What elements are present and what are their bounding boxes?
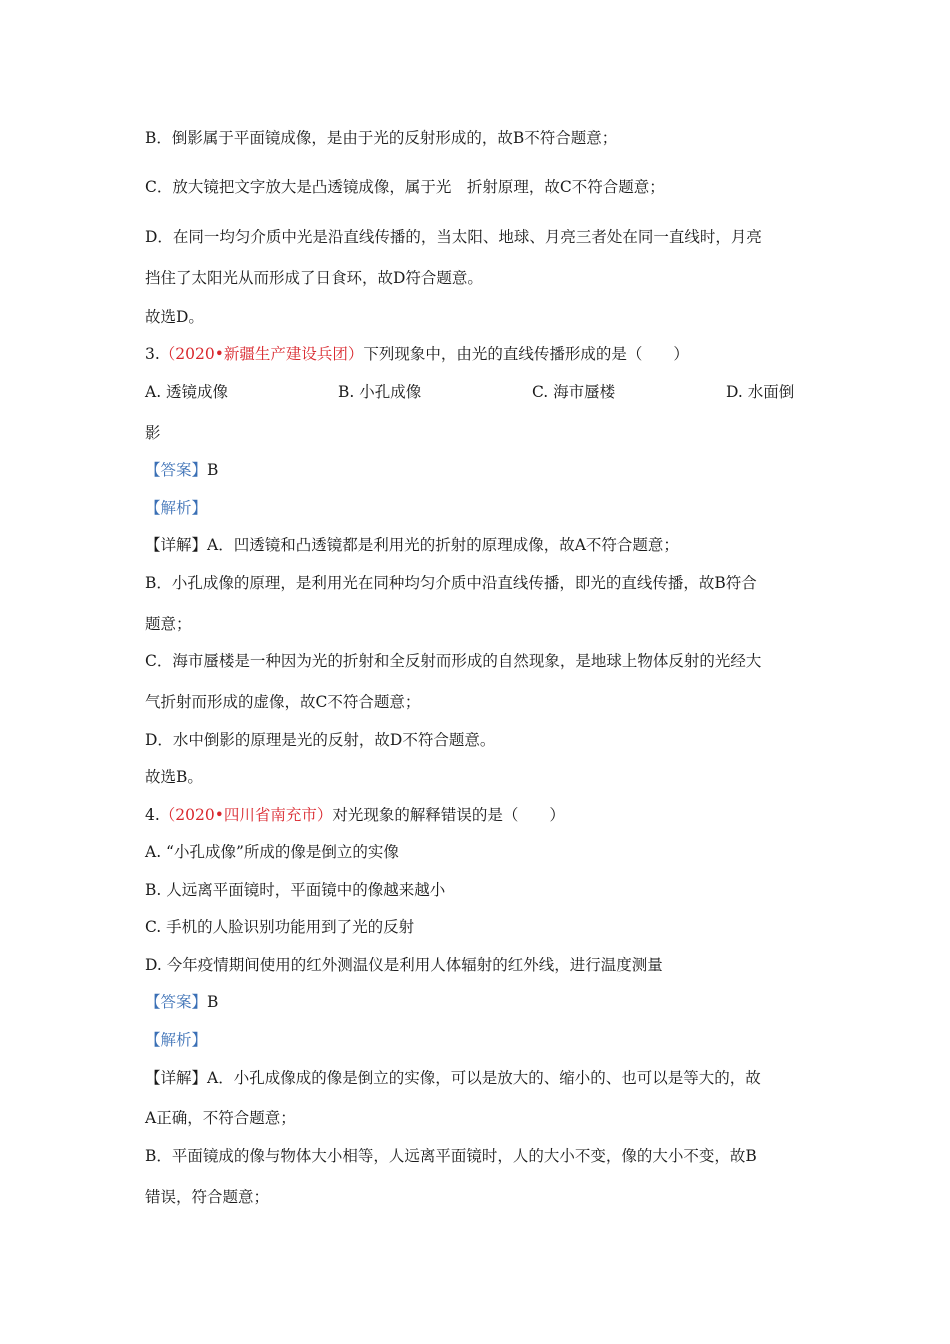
q2-final-choice: 故选D。 <box>145 308 204 326</box>
q2-option-c-analysis: C．放大镜把文字放大是凸透镜成像，属于光 折射原理，故C不符合题意； <box>145 178 665 196</box>
q2-option-d-analysis-line2: 挡住了太阳光从而形成了日食环，故D符合题意。 <box>145 269 483 287</box>
q4-answer-value: B <box>207 993 219 1011</box>
q4-option-c: C. 手机的人脸识别功能用到了光的反射 <box>145 918 415 936</box>
q4-source: （2020•四川省南充市） <box>159 806 333 824</box>
q3-detail-d: D．水中倒影的原理是光的反射，故D不符合题意。 <box>145 731 496 749</box>
q4-stem <box>145 805 565 825</box>
q4-detail-a-line2: A正确，不符合题意； <box>145 1109 296 1127</box>
q3-detail-c-line1: C．海市蜃楼是一种因为光的折射和全反射而形成的自然现象，是地球上物体反射的光经大 <box>145 652 762 670</box>
q3-detail-c-line2: 气折射而形成的虚像，故C不符合题意； <box>145 693 421 711</box>
q3-number: 3. <box>145 345 160 363</box>
q4-detail-b-line2: 错误，符合题意； <box>145 1188 270 1206</box>
q3-answer-value: B <box>207 461 219 479</box>
q3-answer-tag: 【答案】 <box>145 461 208 479</box>
q4-analysis-tag: 【解析】 <box>145 1031 208 1049</box>
q4-detail-b-line1: B．平面镜成的像与物体大小相等，人远离平面镜时，人的大小不变，像的大小不变，故B <box>145 1147 757 1165</box>
q3-detail-tag: 【详解】 <box>145 536 208 554</box>
q4-answer-tag: 【答案】 <box>145 993 208 1011</box>
q3-option-d: D. 水面倒 <box>726 383 795 401</box>
q3-option-a: A. 透镜成像 <box>145 383 229 401</box>
q4-question: 对光现象的解释错误的是（ ） <box>332 806 565 824</box>
q4-option-d: D. 今年疫情期间使用的红外测温仪是利用人体辐射的红外线，进行温度测量 <box>145 956 663 974</box>
q4-detail-a-line1: 【详解】A．小孔成像成的像是倒立的实像，可以是放大的、缩小的、也可以是等大的，故 <box>145 1069 761 1087</box>
q3-analysis-tag: 【解析】 <box>145 499 208 517</box>
q3-option-b: B. 小孔成像 <box>338 383 422 401</box>
q3-option-d-wrap: 影 <box>145 424 161 442</box>
q3-detail-b-line2: 题意； <box>145 615 192 633</box>
q3-source: （2020•新疆生产建设兵团） <box>159 345 364 363</box>
q3-question: 下列现象中，由光的直线传播形成的是（ ） <box>363 345 689 363</box>
q3-final-choice: 故选B。 <box>145 768 203 786</box>
q3-answer <box>145 460 218 480</box>
q3-detail-a: 【详解】A．凹透镜和凸透镜都是利用光的折射的原理成像，故A不符合题意； <box>145 536 679 554</box>
q4-option-b: B. 人远离平面镜时，平面镜中的像越来越小 <box>145 881 446 899</box>
q3-option-c: C. 海市蜃楼 <box>532 383 616 401</box>
q2-option-b-analysis: B．倒影属于平面镜成像，是由于光的反射形成的，故B不符合题意； <box>145 129 618 147</box>
q4-option-a: A. “小孔成像”所成的像是倒立的实像 <box>145 843 399 861</box>
q3-stem <box>145 344 689 364</box>
q4-number: 4. <box>145 806 160 824</box>
q4-detail-tag: 【详解】 <box>145 1069 208 1087</box>
q2-option-d-analysis-line1: D．在同一均匀介质中光是沿直线传播的，当太阳、地球、月亮三者处在同一直线时，月亮 <box>145 228 762 246</box>
q3-detail-b-line1: B．小孔成像的原理，是利用光在同种均匀介质中沿直线传播，即光的直线传播，故B符合 <box>145 574 757 592</box>
q4-answer <box>145 992 218 1012</box>
